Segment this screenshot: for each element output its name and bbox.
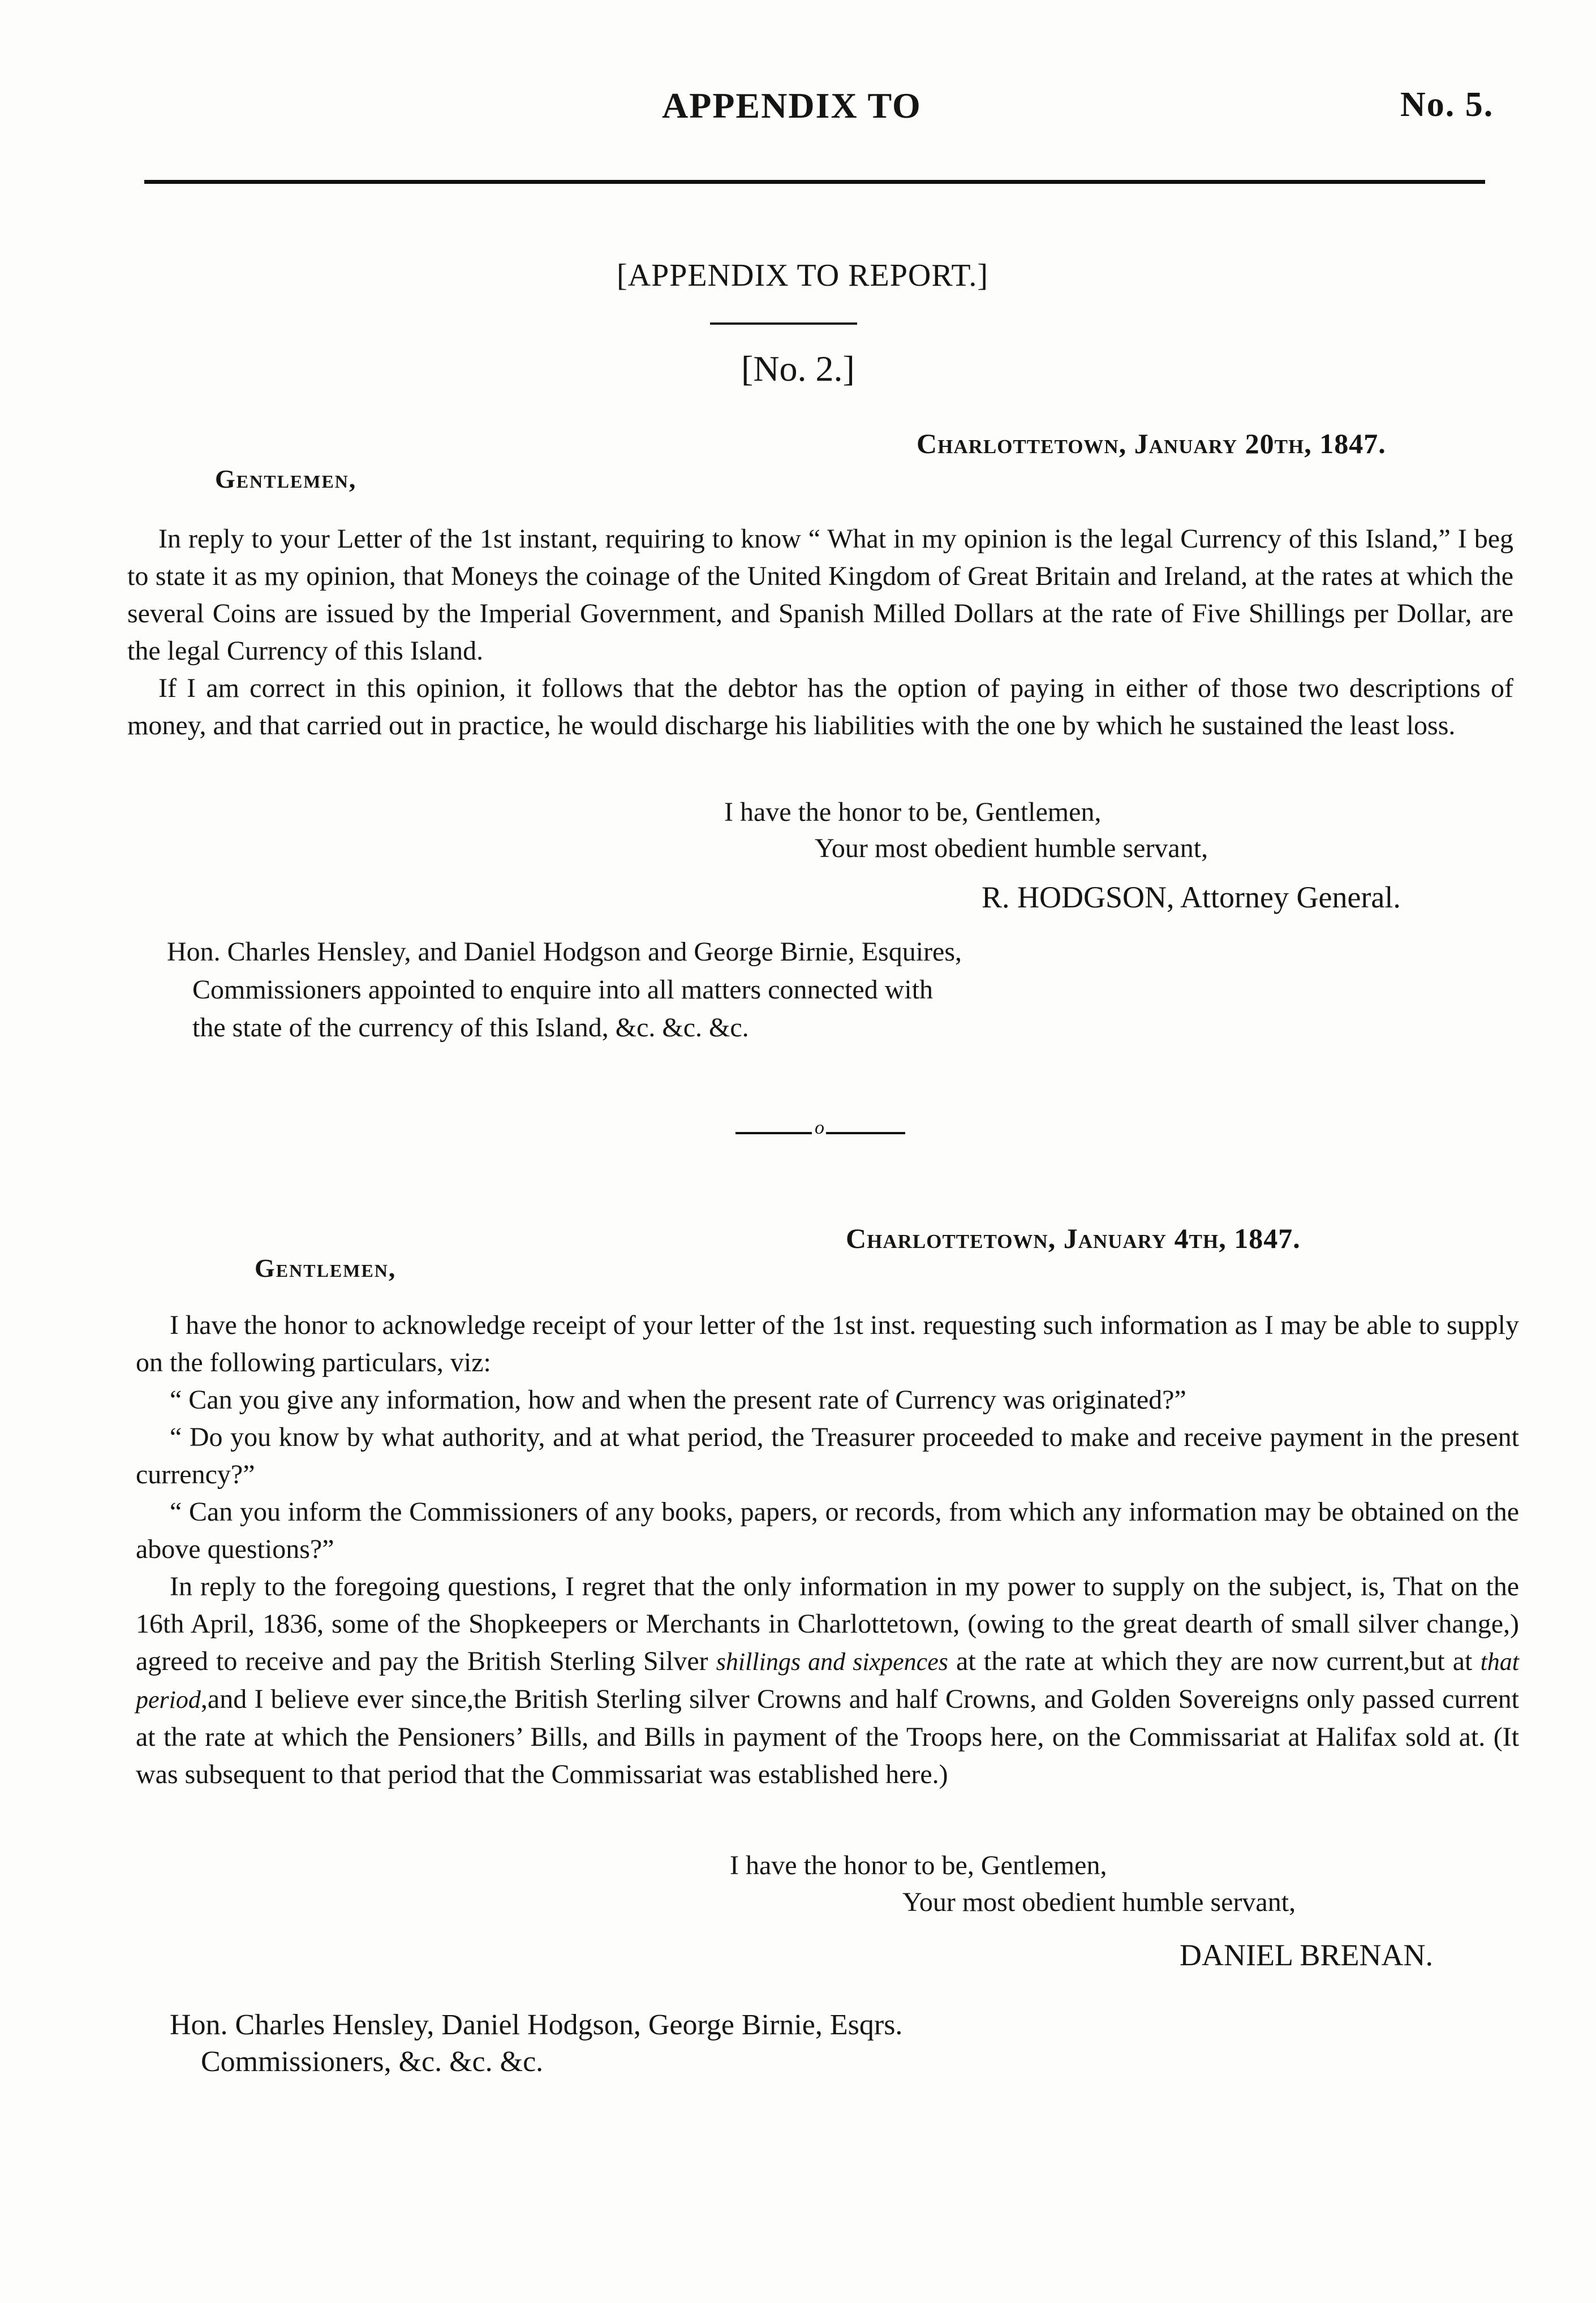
- section-number: [No. 2.]: [741, 348, 855, 389]
- reply-italic-2: that period: [136, 1648, 1520, 1714]
- letter1-salutation: Gentlemen,: [215, 464, 357, 493]
- letter2-addressee-2: Commissioners, &c. &c. &c.: [201, 2046, 544, 2078]
- letter1-addressee-1: Hon. Charles Hensley, and Daniel Hodgson and George Birnie, Esquires,: [167, 937, 962, 967]
- letter1-closing-1: I have the honor to be, Gentlemen,: [724, 797, 1102, 827]
- letter2-closing-1: I have the honor to be, Gentlemen,: [730, 1850, 1107, 1880]
- header-number: No. 5.: [1400, 85, 1494, 124]
- letter2-salutation: Gentlemen,: [255, 1254, 397, 1282]
- header-title: APPENDIX TO: [662, 85, 922, 126]
- letter1-addressee-2: Commissioners appointed to enquire into all matters connected with: [192, 975, 933, 1005]
- header-rule: [144, 180, 1485, 184]
- reply-text-1: In reply to the foregoing questions, I regret that the only information in my power to supply on the subject, is, That on the 16th April, 1836, some of the Shopkeepers or Merchants in Charlottetown, (owing to the great dearth of small silver change,) agreed to receive and pay the British Sterling Silver: [136, 1572, 1519, 1676]
- reply-italic-1: shillings and sixpences: [716, 1648, 948, 1676]
- letter-divider: [735, 1117, 905, 1138]
- letter2-closing-2: Your most obedient humble servant,: [902, 1887, 1296, 1917]
- divider-mark: o: [815, 1117, 824, 1138]
- section-subtitle: [APPENDIX TO REPORT.]: [617, 258, 989, 293]
- reply-text-2: at the rate at which they are now current,but at: [948, 1646, 1481, 1676]
- letter2-paragraph-1: I have the honor to acknowledge receipt of your letter of the 1st inst. requesting such information as I may be able to supply on the following particulars, viz:: [136, 1310, 1519, 1378]
- letter2-addressee-1: Hon. Charles Hensley, Daniel Hodgson, George Birnie, Esqrs.: [170, 2009, 903, 2041]
- letter1-paragraph-2: If I am correct in this opinion, it follows that the debtor has the option of paying in either of those two descriptions of money, and that carried out in practice, he would discharge his liabilities with the one by which he sustained the least loss.: [127, 673, 1513, 741]
- letter1-addressee-3: the state of the currency of this Island, &c. &c. &c.: [192, 1013, 749, 1043]
- section-rule: [710, 322, 857, 325]
- letter1-closing-2: Your most obedient humble servant,: [815, 833, 1208, 863]
- reply-text-3: ,and I believe ever since,the British Sterling silver Crowns and half Crowns, and Golden Sovereigns only passed current at the rate at which the Pensioners’ Bills, and Bills in payment of the Troops here, on the Commissariat at Halifax sold at. (It was subsequent to that period that the Commissariat was established here.): [136, 1684, 1519, 1789]
- letter1-paragraph-1: In reply to your Letter of the 1st instant, requiring to know “ What in my opinion is the legal Currency of this Island,” I beg to state it as my opinion, that Moneys the coinage of the United Kingdom of Great Britain and Ireland, at the rates at which the several Coins are issued by the Imperial Government, and Spanish Milled Dollars at the rate of Five Shillings per Dollar, are the legal Currency of this Island.: [127, 524, 1513, 666]
- letter2-reply-paragraph: [136, 1568, 1519, 1793]
- letter2-question-3: “ Can you inform the Commissioners of any books, papers, or records, from which any information may be obtained on the above questions?”: [136, 1497, 1519, 1564]
- letter2-question-1: “ Can you give any information, how and when the present rate of Currency was originated?”: [170, 1385, 1186, 1415]
- letter1-dateline: Charlottetown, January 20th, 1847.: [917, 428, 1386, 459]
- letter2-question-2: “ Do you know by what authority, and at what period, the Treasurer proceeded to make and receive payment in the present currency?”: [136, 1422, 1519, 1490]
- letter2-dateline: Charlottetown, January 4th, 1847.: [846, 1222, 1301, 1254]
- letter2-signature: DANIEL BRENAN.: [1180, 1938, 1433, 1972]
- letter1-signature: R. HODGSON, Attorney General.: [982, 880, 1401, 914]
